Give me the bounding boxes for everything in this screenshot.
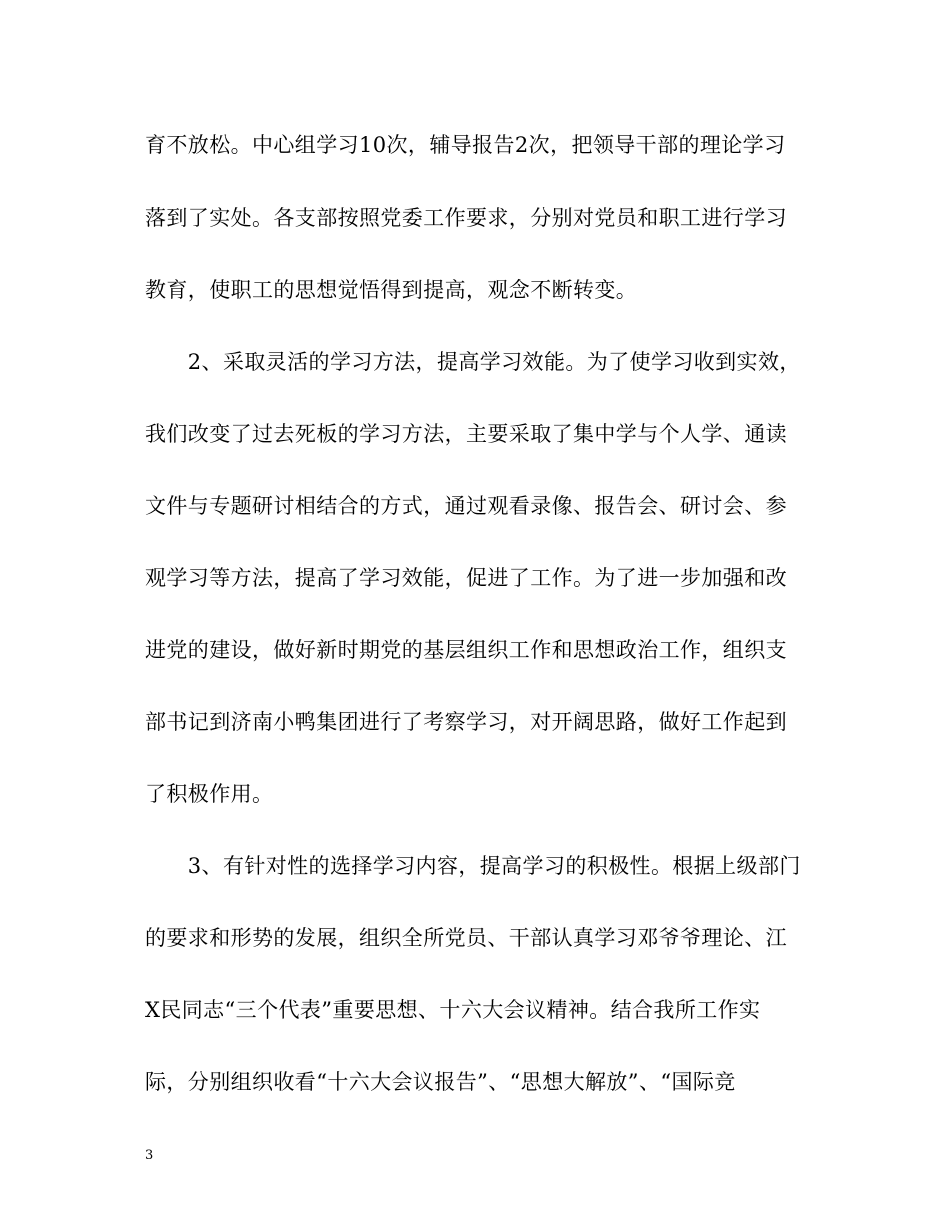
body-text-line: 教育，使职工的思想觉悟得到提高，观念不断转变。 [145,278,638,302]
body-text-line: 部书记到济南小鸭集团进行了考察学习，对开阔思路，做好工作起到 [145,710,787,734]
body-text-line: 落到了实处。各支部按照党委工作要求，分别对党员和职工进行学习 [145,206,787,230]
body-text-line: 了积极作用。 [145,782,274,806]
paragraph-2-start: 2、采取灵活的学习方法，提高学习效能。为了使学习收到实效， [145,350,801,374]
body-text-line: X民同志“三个代表”重要思想、十六大会议精神。结合我所工作实 [145,998,761,1022]
body-text-line: 文件与专题研讨相结合的方式，通过观看录像、报告会、研讨会、参 [145,494,787,518]
paragraph-3-start: 3、有针对性的选择学习内容，提高学习的积极性。根据上级部门 [145,854,801,878]
body-text-line: 际，分别组织收看“十六大会议报告”、“思想大解放”、“国际竞 [145,1070,736,1094]
body-text-line: 的要求和形势的发展，组织全所党员、干部认真学习邓爷爷理论、江 [145,926,787,950]
body-text-line: 观学习等方法，提高了学习效能，促进了工作。为了进一步加强和改 [145,566,787,590]
body-text-line: 我们改变了过去死板的学习方法，主要采取了集中学与个人学、通读 [145,422,787,446]
body-text-line: 育不放松。中心组学习10次，辅导报告2次，把领导干部的理论学习 [145,133,786,157]
body-text-line: 进党的建设，做好新时期党的基层组织工作和思想政治工作，组织支 [145,638,787,662]
page-number: 3 [145,1148,154,1163]
